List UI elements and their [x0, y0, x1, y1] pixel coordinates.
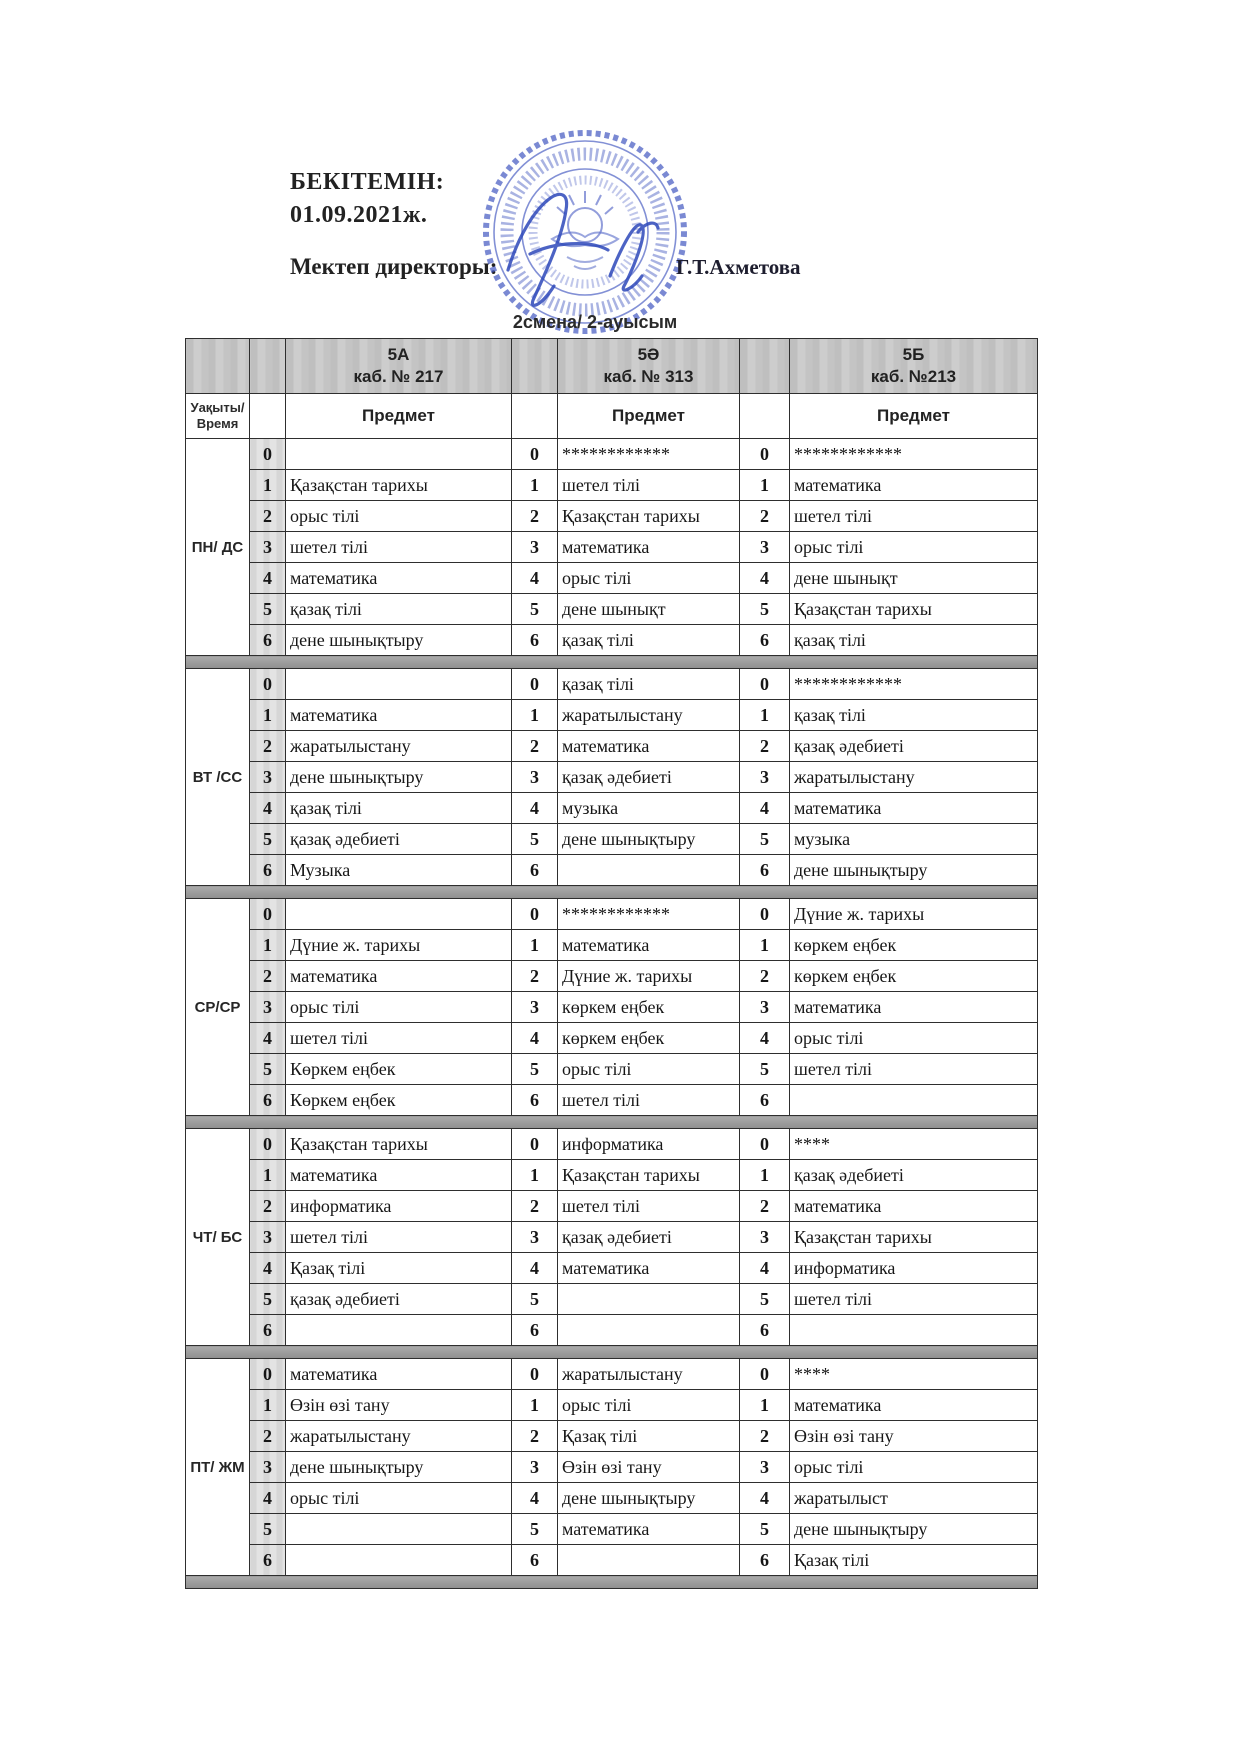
- subject-cell: Дүние ж. тарихы: [286, 930, 512, 961]
- period-number: 2: [512, 1421, 558, 1452]
- subject-cell: қазақ әдебиеті: [558, 1222, 740, 1253]
- class-name: 5А: [387, 345, 410, 364]
- period-number: 0: [740, 439, 790, 470]
- schedule-row: [186, 855, 1038, 886]
- subject-cell: [790, 1315, 1038, 1346]
- subject-cell: дене шынықтыру: [790, 855, 1038, 886]
- class-name: 5Б: [902, 345, 925, 364]
- period-number: 1: [740, 1390, 790, 1421]
- period-number: 0: [512, 669, 558, 700]
- subject-cell: Қазақстан тарихы: [790, 594, 1038, 625]
- day-label: ВТ /СС: [186, 669, 250, 886]
- subject-cell: Қазақстан тарихы: [286, 470, 512, 501]
- subject-cell: математика: [790, 992, 1038, 1023]
- subject-cell: шетел тілі: [790, 501, 1038, 532]
- period-number: 1: [740, 930, 790, 961]
- period-number: 5: [250, 1284, 286, 1315]
- subject-cell: шетел тілі: [558, 1191, 740, 1222]
- period-number: 4: [250, 1253, 286, 1284]
- subject-header-5b: Предмет: [790, 394, 1038, 439]
- schedule-row: [186, 793, 1038, 824]
- subject-cell: математика: [790, 1191, 1038, 1222]
- subject-cell: көркем еңбек: [558, 1023, 740, 1054]
- subject-cell: Қазақ тілі: [558, 1421, 740, 1452]
- period-number: 5: [740, 1514, 790, 1545]
- subject-cell: информатика: [558, 1129, 740, 1160]
- subject-cell: шетел тілі: [790, 1284, 1038, 1315]
- period-number: 0: [250, 1359, 286, 1390]
- period-number: 5: [512, 1054, 558, 1085]
- subject-cell: [286, 439, 512, 470]
- day-separator-band: [186, 1346, 1038, 1359]
- period-number: 3: [512, 992, 558, 1023]
- period-number: 4: [250, 563, 286, 594]
- schedule-row: [186, 594, 1038, 625]
- period-number: 4: [250, 793, 286, 824]
- subject-cell: математика: [790, 793, 1038, 824]
- day-separator: [186, 1346, 1038, 1359]
- period-number: 1: [512, 1390, 558, 1421]
- period-number: 3: [250, 1452, 286, 1483]
- subject-header-5a: Предмет: [286, 394, 512, 439]
- schedule-row: [186, 824, 1038, 855]
- subject-cell: дене шынықтыру: [286, 625, 512, 656]
- period-number: 4: [740, 1023, 790, 1054]
- schedule-row: [186, 1421, 1038, 1452]
- period-number: 1: [250, 700, 286, 731]
- subject-cell: [286, 1315, 512, 1346]
- subject-cell: орыс тілі: [790, 1023, 1038, 1054]
- subject-cell: жаратылыст: [790, 1483, 1038, 1514]
- schedule-row: [186, 1085, 1038, 1116]
- subject-cell: орыс тілі: [558, 1390, 740, 1421]
- subject-cell: дене шынықтыру: [790, 1514, 1038, 1545]
- subject-header-5ae: Предмет: [558, 394, 740, 439]
- subject-cell: шетел тілі: [286, 1023, 512, 1054]
- subject-cell: [286, 899, 512, 930]
- subject-cell: орыс тілі: [790, 532, 1038, 563]
- period-number: 2: [740, 1191, 790, 1222]
- subject-cell: информатика: [286, 1191, 512, 1222]
- subject-cell: қазақ әдебиеті: [286, 824, 512, 855]
- period-number: 1: [250, 1160, 286, 1191]
- class-header-5b: [790, 339, 1038, 394]
- subject-cell: музыка: [558, 793, 740, 824]
- subject-cell: математика: [558, 1514, 740, 1545]
- subject-cell: математика: [286, 700, 512, 731]
- period-number: 6: [250, 625, 286, 656]
- period-header-spacer: [740, 394, 790, 439]
- period-number: 4: [740, 563, 790, 594]
- subject-cell: жаратылыстану: [286, 1421, 512, 1452]
- period-number: 1: [740, 700, 790, 731]
- period-number: 3: [512, 532, 558, 563]
- period-number: 5: [740, 1284, 790, 1315]
- subject-cell: орыс тілі: [286, 992, 512, 1023]
- subject-cell: Дүние ж. тарихы: [790, 899, 1038, 930]
- period-number: 1: [512, 470, 558, 501]
- subject-cell: [558, 855, 740, 886]
- period-number: 0: [740, 1129, 790, 1160]
- day-label: ПН/ ДС: [186, 439, 250, 656]
- schedule-table: [185, 338, 1038, 1589]
- subject-cell: қазақ тілі: [558, 669, 740, 700]
- day-separator: [186, 656, 1038, 669]
- period-number: 3: [250, 1222, 286, 1253]
- director-label: Мектеп директоры:: [290, 254, 498, 279]
- subject-cell: дене шынықтыру: [286, 762, 512, 793]
- day-separator: [186, 1116, 1038, 1129]
- schedule-row: [186, 439, 1038, 470]
- class-header-spacer: [740, 339, 790, 394]
- subject-cell: қазақ әдебиеті: [790, 1160, 1038, 1191]
- subject-cell: Қазақ тілі: [286, 1253, 512, 1284]
- subject-cell: қазақ тілі: [790, 625, 1038, 656]
- subject-cell: орыс тілі: [286, 501, 512, 532]
- period-number: 2: [512, 1191, 558, 1222]
- period-number: 6: [250, 1545, 286, 1576]
- subject-cell: Көркем еңбек: [286, 1085, 512, 1116]
- period-number: 2: [250, 731, 286, 762]
- schedule-row: [186, 1160, 1038, 1191]
- subject-cell: [558, 1284, 740, 1315]
- day-label: СР/СР: [186, 899, 250, 1116]
- subject-cell: көркем еңбек: [790, 930, 1038, 961]
- subject-cell: математика: [558, 532, 740, 563]
- period-number: 5: [512, 1514, 558, 1545]
- period-number: 3: [740, 532, 790, 563]
- period-number: 5: [250, 1514, 286, 1545]
- schedule-row: [186, 501, 1038, 532]
- period-number: 0: [250, 899, 286, 930]
- subject-cell: орыс тілі: [558, 563, 740, 594]
- subject-cell: математика: [286, 961, 512, 992]
- subject-cell: математика: [790, 470, 1038, 501]
- subject-cell: қазақ тілі: [286, 793, 512, 824]
- schedule-row: [186, 1514, 1038, 1545]
- subject-cell: ****: [790, 1129, 1038, 1160]
- period-number: 4: [512, 793, 558, 824]
- class-header-5a: [286, 339, 512, 394]
- period-header-spacer: [250, 394, 286, 439]
- schedule-row: [186, 731, 1038, 762]
- period-number: 1: [512, 1160, 558, 1191]
- subject-cell: математика: [558, 731, 740, 762]
- subject-cell: қазақ әдебиеті: [558, 762, 740, 793]
- schedule-row: [186, 1390, 1038, 1421]
- subject-cell: математика: [286, 563, 512, 594]
- subject-cell: Өзін өзі тану: [790, 1421, 1038, 1452]
- class-name: 5Ә: [637, 345, 660, 364]
- subject-cell: шетел тілі: [286, 532, 512, 563]
- approval-label: БЕКІТЕМІН:: [290, 169, 445, 195]
- class-header-row: [186, 339, 1038, 394]
- schedule-row: [186, 700, 1038, 731]
- schedule-row: [186, 762, 1038, 793]
- schedule-row: [186, 1359, 1038, 1390]
- schedule-row: [186, 470, 1038, 501]
- schedule-row: [186, 1483, 1038, 1514]
- class-header-5ae: [558, 339, 740, 394]
- period-number: 0: [512, 1129, 558, 1160]
- period-number: 1: [740, 1160, 790, 1191]
- period-number: 3: [740, 992, 790, 1023]
- schedule-row: [186, 899, 1038, 930]
- subject-cell: қазақ әдебиеті: [286, 1284, 512, 1315]
- period-number: 3: [250, 762, 286, 793]
- subject-cell: Көркем еңбек: [286, 1054, 512, 1085]
- subject-cell: орыс тілі: [286, 1483, 512, 1514]
- period-number: 5: [740, 1054, 790, 1085]
- period-number: 3: [512, 762, 558, 793]
- subject-cell: шетел тілі: [790, 1054, 1038, 1085]
- subject-cell: математика: [558, 930, 740, 961]
- period-number: 1: [250, 930, 286, 961]
- subject-cell: математика: [790, 1390, 1038, 1421]
- period-number: 2: [740, 731, 790, 762]
- subject-cell: [790, 1085, 1038, 1116]
- period-number: 2: [512, 961, 558, 992]
- subject-cell: жаратылыстану: [790, 762, 1038, 793]
- schedule-row: [186, 1315, 1038, 1346]
- subject-cell: математика: [558, 1253, 740, 1284]
- period-number: 0: [250, 439, 286, 470]
- class-room: каб. № 217: [353, 367, 444, 386]
- period-number: 0: [740, 899, 790, 930]
- subject-cell: ****: [790, 1359, 1038, 1390]
- subject-cell: қазақ тілі: [558, 625, 740, 656]
- period-number: 5: [250, 1054, 286, 1085]
- period-number: 4: [740, 1253, 790, 1284]
- subject-cell: көркем еңбек: [558, 992, 740, 1023]
- day-separator: [186, 1576, 1038, 1589]
- subject-cell: дене шынықт: [790, 563, 1038, 594]
- period-number: 3: [512, 1452, 558, 1483]
- subject-cell: ************: [790, 439, 1038, 470]
- subject-cell: Дүние ж. тарихы: [558, 961, 740, 992]
- subject-cell: [286, 669, 512, 700]
- period-number: 6: [740, 1315, 790, 1346]
- subject-cell: Музыка: [286, 855, 512, 886]
- day-separator-band: [186, 656, 1038, 669]
- schedule-row: [186, 1023, 1038, 1054]
- period-number: 4: [512, 1483, 558, 1514]
- period-number: 5: [740, 594, 790, 625]
- schedule-row: [186, 563, 1038, 594]
- period-number: 2: [250, 1421, 286, 1452]
- approval-block: [290, 166, 444, 232]
- subject-cell: шетел тілі: [558, 1085, 740, 1116]
- day-label: ПТ/ ЖМ: [186, 1359, 250, 1576]
- period-number: 1: [740, 470, 790, 501]
- subject-cell: Қазақстан тарихы: [558, 1160, 740, 1191]
- subject-cell: қазақ тілі: [790, 700, 1038, 731]
- period-number: 6: [512, 855, 558, 886]
- schedule-row: [186, 1054, 1038, 1085]
- period-number: 4: [250, 1023, 286, 1054]
- period-number: 6: [512, 1545, 558, 1576]
- subject-cell: Қазақстан тарихы: [790, 1222, 1038, 1253]
- period-number: 2: [740, 1421, 790, 1452]
- period-number: 1: [250, 1390, 286, 1421]
- period-number: 2: [512, 731, 558, 762]
- period-number: 0: [740, 669, 790, 700]
- day-separator-band: [186, 1576, 1038, 1589]
- director-name: Г.Т.Ахметова: [676, 255, 801, 279]
- class-header-spacer: [186, 339, 250, 394]
- class-room: каб. № 313: [603, 367, 694, 386]
- period-number: 3: [512, 1222, 558, 1253]
- subject-cell: ************: [790, 669, 1038, 700]
- subject-cell: музыка: [790, 824, 1038, 855]
- approval-date: 01.09.2021ж.: [290, 202, 428, 228]
- subject-cell: шетел тілі: [286, 1222, 512, 1253]
- period-number: 6: [740, 625, 790, 656]
- subject-cell: Қазақстан тарихы: [286, 1129, 512, 1160]
- period-number: 5: [250, 824, 286, 855]
- period-number: 6: [250, 1085, 286, 1116]
- period-number: 4: [512, 563, 558, 594]
- period-number: 2: [512, 501, 558, 532]
- subject-cell: орыс тілі: [558, 1054, 740, 1085]
- period-number: 6: [512, 1315, 558, 1346]
- period-number: 0: [512, 899, 558, 930]
- subject-cell: дене шынықт: [558, 594, 740, 625]
- period-number: 1: [512, 700, 558, 731]
- period-number: 5: [512, 824, 558, 855]
- subject-cell: көркем еңбек: [790, 961, 1038, 992]
- period-number: 2: [740, 961, 790, 992]
- period-number: 6: [740, 1545, 790, 1576]
- schedule-row: [186, 1545, 1038, 1576]
- schedule-row: [186, 961, 1038, 992]
- period-number: 0: [740, 1359, 790, 1390]
- schedule-row: [186, 532, 1038, 563]
- day-separator-band: [186, 886, 1038, 899]
- period-number: 5: [250, 594, 286, 625]
- period-number: 2: [740, 501, 790, 532]
- subject-cell: дене шынықтыру: [558, 824, 740, 855]
- period-number: 0: [512, 1359, 558, 1390]
- class-header-spacer: [512, 339, 558, 394]
- subject-cell: информатика: [790, 1253, 1038, 1284]
- schedule-row: [186, 1284, 1038, 1315]
- period-number: 6: [250, 1315, 286, 1346]
- schedule-row: [186, 1253, 1038, 1284]
- day-separator: [186, 886, 1038, 899]
- subject-cell: ************: [558, 439, 740, 470]
- schedule-row: [186, 992, 1038, 1023]
- subject-cell: жаратылыстану: [558, 1359, 740, 1390]
- period-number: 3: [250, 532, 286, 563]
- schedule-row: [186, 930, 1038, 961]
- class-header-spacer: [250, 339, 286, 394]
- subject-cell: математика: [286, 1359, 512, 1390]
- schedule-row: [186, 625, 1038, 656]
- class-room: каб. №213: [870, 367, 957, 386]
- schedule-row: [186, 1222, 1038, 1253]
- schedule-row: [186, 669, 1038, 700]
- subject-cell: дене шынықтыру: [558, 1483, 740, 1514]
- subject-cell: жаратылыстану: [558, 700, 740, 731]
- subject-cell: [558, 1545, 740, 1576]
- period-number: 4: [512, 1023, 558, 1054]
- subject-cell: Өзін өзі тану: [558, 1452, 740, 1483]
- period-number: 5: [512, 594, 558, 625]
- period-number: 4: [740, 1483, 790, 1514]
- period-number: 3: [740, 1452, 790, 1483]
- subject-cell: [286, 1514, 512, 1545]
- period-number: 0: [512, 439, 558, 470]
- period-number: 6: [250, 855, 286, 886]
- subject-cell: математика: [286, 1160, 512, 1191]
- period-number: 2: [250, 1191, 286, 1222]
- period-number: 2: [250, 961, 286, 992]
- shift-title: 2смена/ 2-ауысым: [512, 312, 678, 332]
- day-separator-band: [186, 1116, 1038, 1129]
- subject-header-row: [186, 394, 1038, 439]
- subject-cell: ************: [558, 899, 740, 930]
- period-number: 4: [512, 1253, 558, 1284]
- period-number: 6: [512, 625, 558, 656]
- period-header-spacer: [512, 394, 558, 439]
- schedule-row: [186, 1191, 1038, 1222]
- period-number: 2: [250, 501, 286, 532]
- period-number: 6: [512, 1085, 558, 1116]
- day-label: ЧТ/ БС: [186, 1129, 250, 1346]
- subject-cell: [286, 1545, 512, 1576]
- director-signature-icon: [470, 158, 700, 323]
- period-number: 1: [512, 930, 558, 961]
- subject-cell: жаратылыстану: [286, 731, 512, 762]
- period-number: 3: [740, 762, 790, 793]
- period-number: 4: [740, 793, 790, 824]
- schedule-row: [186, 1129, 1038, 1160]
- period-number: 3: [250, 992, 286, 1023]
- subject-cell: қазақ әдебиеті: [790, 731, 1038, 762]
- subject-cell: орыс тілі: [790, 1452, 1038, 1483]
- period-number: 3: [740, 1222, 790, 1253]
- period-number: 1: [250, 470, 286, 501]
- period-number: 4: [250, 1483, 286, 1514]
- subject-cell: Қазақстан тарихы: [558, 501, 740, 532]
- subject-cell: дене шынықтыру: [286, 1452, 512, 1483]
- subject-cell: Өзін өзі тану: [286, 1390, 512, 1421]
- period-number: 6: [740, 1085, 790, 1116]
- period-number: 6: [740, 855, 790, 886]
- subject-cell: Қазақ тілі: [790, 1545, 1038, 1576]
- period-number: 0: [250, 1129, 286, 1160]
- time-header: Уақыты/ Время: [186, 394, 250, 439]
- subject-cell: қазақ тілі: [286, 594, 512, 625]
- period-number: 5: [740, 824, 790, 855]
- period-number: 5: [512, 1284, 558, 1315]
- period-number: 0: [250, 669, 286, 700]
- subject-cell: [558, 1315, 740, 1346]
- schedule-row: [186, 1452, 1038, 1483]
- subject-cell: шетел тілі: [558, 470, 740, 501]
